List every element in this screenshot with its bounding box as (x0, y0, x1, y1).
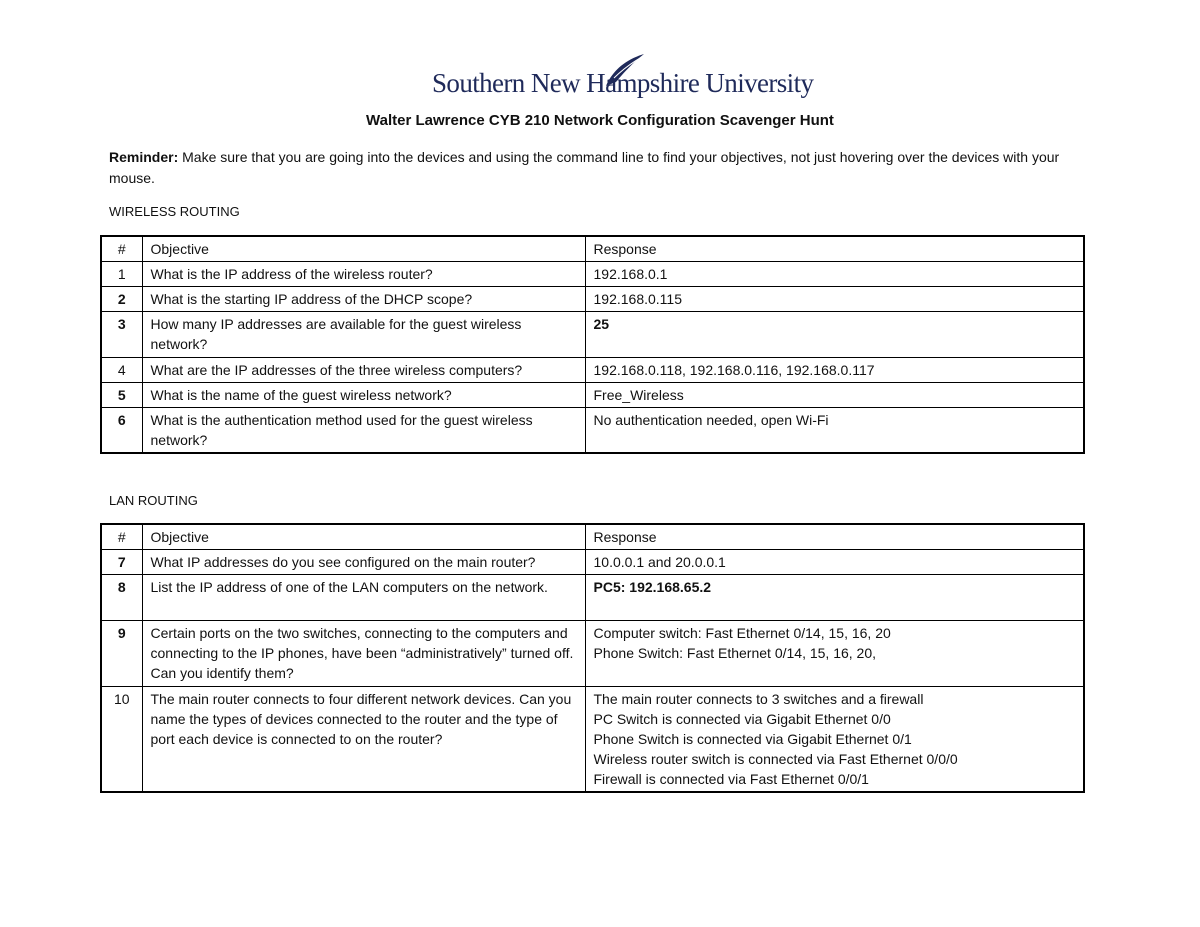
column-header-num: # (101, 236, 142, 261)
reminder-label: Reminder: (109, 149, 179, 165)
table-row (101, 620, 1084, 686)
table-header-row (101, 524, 1084, 549)
reminder-paragraph (109, 147, 1089, 189)
row-num: 9 (101, 620, 142, 686)
row-response: PC5: 192.168.65.2 (585, 574, 1084, 620)
row-num: 2 (101, 286, 142, 311)
row-num: 4 (101, 357, 142, 382)
table-header-row (101, 236, 1084, 261)
row-num: 6 (101, 407, 142, 453)
reminder-text: Make sure that you are going into the devices and using the command line to find your objectives, not just hovering over the devices with your mouse. (109, 149, 1060, 186)
table-row (101, 549, 1084, 574)
table-row (101, 357, 1084, 382)
table-row (101, 382, 1084, 407)
table-row (101, 686, 1084, 792)
table-row (101, 286, 1084, 311)
table-row (101, 574, 1084, 620)
row-objective: What is the name of the guest wireless network? (142, 382, 585, 407)
university-wordmark: Southern New Hampshire University (432, 68, 814, 98)
row-objective: What IP addresses do you see configured on the main router? (142, 549, 585, 574)
document-title: Walter Lawrence CYB 210 Network Configuration Scavenger Hunt (366, 112, 834, 129)
row-objective: Certain ports on the two switches, connecting to the computers and connecting to the IP phones, have been “administratively” turned off. Can you identify them? (142, 620, 585, 686)
row-objective: What is the starting IP address of the DHCP scope? (142, 286, 585, 311)
row-objective: What is the authentication method used for the guest wireless network? (142, 407, 585, 453)
row-objective: What is the IP address of the wireless router? (142, 261, 585, 286)
row-response: The main router connects to 3 switches and a firewall PC Switch is connected via Gigabit Ethernet 0/0 Phone Switch is connected via Gigabit Ethernet 0/1 Wireless router switch is connected via Fast Ethernet 0/0/0 Firewall is connected via Fast Ethernet 0/0/1 (585, 686, 1084, 792)
row-response: 192.168.0.1 (585, 261, 1084, 286)
table-row (101, 311, 1084, 357)
table-row (101, 261, 1084, 286)
table-row (101, 407, 1084, 453)
wireless-routing-heading: WIRELESS ROUTING (109, 204, 240, 219)
lan-routing-table (100, 523, 1085, 793)
row-response: No authentication needed, open Wi-Fi (585, 407, 1084, 453)
row-objective: The main router connects to four different network devices. Can you name the types of devices connected to the router and the type of port each device is connected to on the router? (142, 686, 585, 792)
row-response: 10.0.0.1 and 20.0.0.1 (585, 549, 1084, 574)
row-response: Computer switch: Fast Ethernet 0/14, 15, 16, 20 Phone Switch: Fast Ethernet 0/14, 15, 16, 20, (585, 620, 1084, 686)
row-num: 1 (101, 261, 142, 286)
column-header-num: # (101, 524, 142, 549)
column-header-objective: Objective (142, 236, 585, 261)
row-objective: What are the IP addresses of the three wireless computers? (142, 357, 585, 382)
column-header-response: Response (585, 236, 1084, 261)
row-response: 192.168.0.115 (585, 286, 1084, 311)
column-header-objective: Objective (142, 524, 585, 549)
row-num: 7 (101, 549, 142, 574)
row-response: Free_Wireless (585, 382, 1084, 407)
wireless-routing-table (100, 235, 1085, 454)
lan-routing-heading: LAN ROUTING (109, 493, 198, 508)
row-num: 8 (101, 574, 142, 620)
row-objective: List the IP address of one of the LAN computers on the network. (142, 574, 585, 620)
university-logo (432, 52, 814, 104)
column-header-response: Response (585, 524, 1084, 549)
quill-leaf-icon (604, 52, 646, 88)
row-response: 192.168.0.118, 192.168.0.116, 192.168.0.117 (585, 357, 1084, 382)
row-response: 25 (585, 311, 1084, 357)
row-num: 3 (101, 311, 142, 357)
row-num: 10 (101, 686, 142, 792)
row-objective: How many IP addresses are available for the guest wireless network? (142, 311, 585, 357)
row-num: 5 (101, 382, 142, 407)
